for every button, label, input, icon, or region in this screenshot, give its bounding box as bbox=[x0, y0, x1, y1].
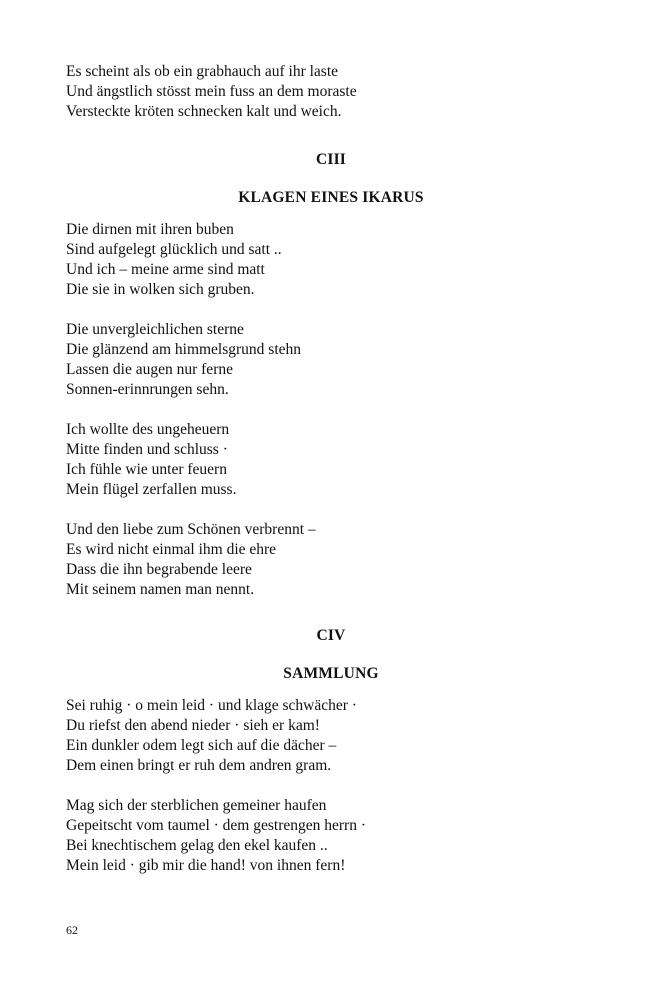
stanza bbox=[66, 696, 596, 776]
verse-line: Sonnen-erinnrungen sehn. bbox=[66, 381, 229, 398]
stanza bbox=[66, 420, 596, 500]
verse-line: Dem einen bringt er ruh dem andren gram. bbox=[66, 757, 332, 774]
stanza bbox=[66, 520, 596, 600]
poem-numeral: CIV bbox=[316, 627, 346, 644]
verse-line: Und ich – meine arme sind matt bbox=[66, 261, 265, 278]
verse-line: Ich wollte des ungeheuern bbox=[66, 421, 230, 438]
poem-tail bbox=[66, 62, 596, 122]
page-number: 62 bbox=[66, 923, 78, 937]
verse-line: Sind aufgelegt glücklich und satt .. bbox=[66, 241, 282, 258]
verse-line: Bei knechtischem gelag den ekel kaufen .. bbox=[66, 837, 328, 854]
verse-line: Mein flügel zerfallen muss. bbox=[66, 481, 237, 498]
verse-line: Und ängstlich stösst mein fuss an dem moraste bbox=[66, 83, 357, 100]
stanza bbox=[66, 220, 596, 300]
stanza bbox=[66, 796, 596, 876]
stanza bbox=[66, 320, 596, 400]
verse-line: Sei ruhig · o mein leid · und klage schwächer · bbox=[66, 697, 357, 714]
verse-line: Es wird nicht einmal ihm die ehre bbox=[66, 541, 277, 558]
verse-line: Lassen die augen nur ferne bbox=[66, 361, 233, 378]
poem-numeral: CIII bbox=[315, 151, 347, 168]
verse-line: Ich fühle wie unter feuern bbox=[66, 461, 227, 478]
verse-line: Ein dunkler odem legt sich auf die dächer – bbox=[66, 737, 337, 754]
verse-line: Dass die ihn begrabende leere bbox=[66, 561, 252, 578]
verse-line: Versteckte kröten schnecken kalt und weich. bbox=[66, 103, 342, 120]
verse-line: Gepeitscht vom taumel · dem gestrengen herrn · bbox=[66, 817, 366, 834]
verse-line: Die glänzend am himmelsgrund stehn bbox=[66, 341, 302, 358]
poem-title: KLAGEN EINES IKARUS bbox=[238, 189, 424, 206]
page-text bbox=[66, 62, 596, 876]
poem-title: SAMMLUNG bbox=[283, 665, 379, 682]
verse-line: Die unvergleichlichen sterne bbox=[66, 321, 244, 338]
verse-line: Die sie in wolken sich gruben. bbox=[66, 281, 255, 298]
verse-line: Es scheint als ob ein grabhauch auf ihr laste bbox=[66, 63, 339, 80]
verse-line: Und den liebe zum Schönen verbrennt – bbox=[66, 521, 316, 538]
verse-line: Mag sich der sterblichen gemeiner haufen bbox=[66, 797, 327, 814]
verse-line: Du riefst den abend nieder · sieh er kam! bbox=[66, 717, 320, 734]
verse-line: Mit seinem namen man nennt. bbox=[66, 581, 255, 598]
verse-line: Mein leid · gib mir die hand! von ihnen fern! bbox=[66, 857, 346, 874]
verse-line: Die dirnen mit ihren buben bbox=[66, 221, 234, 238]
verse-line: Mitte finden und schluss · bbox=[66, 441, 228, 458]
